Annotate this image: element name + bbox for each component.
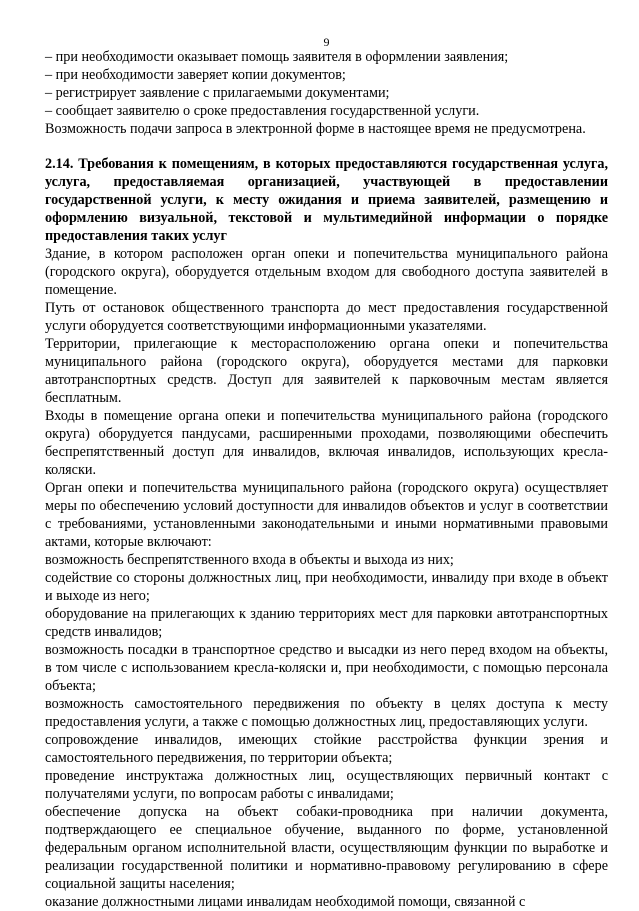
paragraph: оборудование на прилегающих к зданию территориях мест для парковки автотранспортных средств инвалидов;: [45, 606, 608, 640]
list-item: – сообщает заявителю о сроке предоставления государственной услуги.: [45, 103, 480, 119]
paragraph: Орган опеки и попечительства муниципального района (городского округа) осуществляет меры по обеспечению условий доступности для инвалидов объектов и услуг в соответствии с требованиями, установленными законодательными и иными нормативными правовыми актами, которые включают:: [45, 480, 608, 550]
list-item: – при необходимости заверяет копии документов;: [45, 67, 346, 83]
paragraph: сопровождение инвалидов, имеющих стойкие расстройства функции зрения и самостоятельного передвижения, по территории объекта;: [45, 732, 608, 766]
paragraph: Входы в помещение органа опеки и попечительства муниципального района (городского округа) оборудуется пандусами, расширенными проходами, позволяющими обеспечить беспрепятственный доступ для инвалидов, включая инвалидов, использующих кресла-коляски.: [45, 408, 608, 478]
paragraph: Здание, в котором расположен орган опеки и попечительства муниципального района (городского округа), оборудуется отдельным входом для свободного доступа заявителей в помещение.: [45, 246, 608, 298]
paragraph: Путь от остановок общественного транспорта до мест предоставления государственной услуги оборудуется соответствующими информационными указателями.: [45, 300, 608, 334]
list-item: – регистрирует заявление с прилагаемыми документами;: [45, 85, 390, 101]
paragraph: возможность самостоятельного передвижения по объекту в целях доступа к месту предоставления услуги, а также с помощью должностных лиц, предоставляющих услуги.: [45, 696, 608, 730]
paragraph: проведение инструктажа должностных лиц, осуществляющих первичный контакт с получателями услуги, по вопросам работы с инвалидами;: [45, 768, 608, 802]
section-heading: 2.14. Требования к помещениям, в которых предоставляются государственная услуга, услуга, предоставляемая организацией, участвующей в предоставлении государственной услуги, к месту ожидания и приема заявителей, размещению и оформлению визуальной, текстовой и мультимедийной информации о порядке предоставления таких услуг: [45, 156, 608, 244]
paragraph: содействие со стороны должностных лиц, при необходимости, инвалиду при входе в объект и выходе из него;: [45, 570, 608, 604]
paragraph: возможность посадки в транспортное средство и высадки из него перед входом на объекты, в том числе с использованием кресла-коляски и, при необходимости, с помощью персонала объекта;: [45, 642, 608, 694]
list-item: – при необходимости оказывает помощь заявителя в оформлении заявления;: [45, 49, 509, 65]
paragraph: обеспечение допуска на объект собаки-проводника при наличии документа, подтверждающего ее специальное обучение, выданного по форме, установленной федеральным органом исполнительной власти, осуществляющим функции по выработке и реализации государственной политики и нормативно-правовому регулированию в сфере социальной защиты населения;: [45, 804, 608, 892]
page-number: 9: [323, 35, 330, 49]
document-body: [45, 48, 608, 911]
paragraph: возможность беспрепятственного входа в объекты и выхода из них;: [45, 552, 454, 568]
paragraph: Территории, прилегающие к месторасположению органа опеки и попечительства муниципального района (городского округа), оборудуется местами для парковки автотранспортных средств. Доступ для заявителей к парковочным местам является бесплатным.: [45, 336, 608, 406]
electronic-form-note: Возможность подачи запроса в электронной форме в настоящее время не предусмотрена.: [45, 121, 586, 137]
paragraph: оказание должностными лицами инвалидам необходимой помощи, связанной с: [45, 894, 526, 910]
